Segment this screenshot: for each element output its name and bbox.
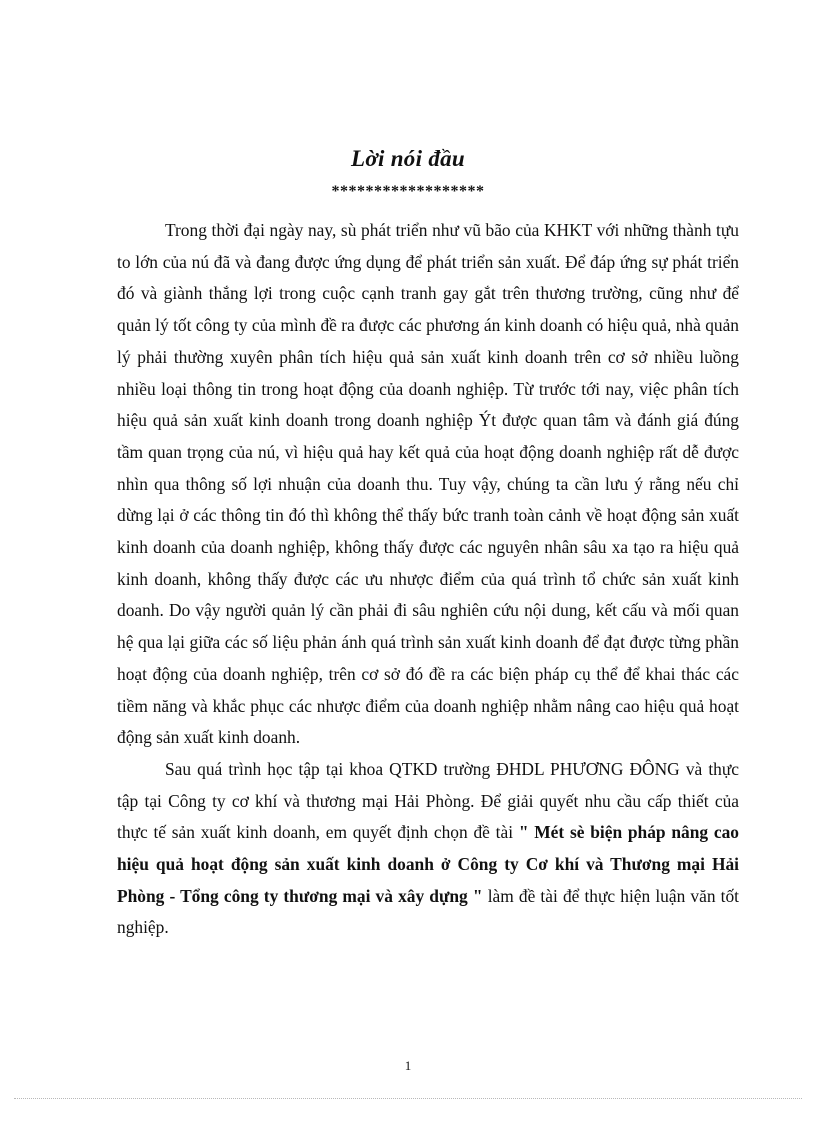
title-separator: ****************** bbox=[331, 183, 485, 200]
paragraph-topic bbox=[117, 754, 739, 944]
page-title: Lời nói đầu bbox=[350, 146, 466, 171]
page-number: 1 bbox=[404, 1058, 412, 1073]
paragraph-intro: Trong thời đại ngày nay, sù phát triển như vũ bão của KHKT với những thành tựu to lớn của nú đã và đang được ứng dụng để phát triển sản xuất. Để đáp ứng sự phát triển đó và giành thắng lợi trong cuộc cạnh tranh gay gắt trên thương trường, cũng như để quản lý tốt công ty của mình đề ra được các phương án kinh doanh có hiệu quả, nhà quản lý phải thường xuyên phân tích hiệu quả sản xuất kinh doanh trên cơ sở nhiều luồng nhiều loại thông tin trong hoạt động của doanh nghiệp. Từ trước tới nay, việc phân tích hiệu quả sản xuất kinh doanh trong doanh nghiệp Ýt được quan tâm và đánh giá đúng tầm quan trọng của nú, vì hiệu quả hay kết quả của hoạt động doanh nghiệp rất dễ được nhìn qua thông số lợi nhuận của doanh thu. Tuy vậy, chúng ta cần lưu ý rằng nếu chỉ dừng lại ở các thông tin đó thì không thể thấy bức tranh toàn cảnh về hoạt động sản xuất kinh doanh của doanh nghiệp, không thấy được các nguyên nhân sâu xa tạo ra hiệu quả kinh doanh, không thấy được các ưu nhược điểm của quá trình tổ chức sản xuất kinh doanh. Do vậy người quản lý cần phải đi sâu nghiên cứu nội dung, kết cấu và mối quan hệ qua lại giữa các số liệu phản ánh quá trình sản xuất kinh doanh để đạt được từng phần hoạt động của doanh nghiệp, trên cơ sở đó đề ra các biện pháp cụ thể để khai thác các tiềm năng và khắc phục các nhược điểm của doanh nghiệp nhằm nâng cao hiệu quả hoạt động sản xuất kinh doanh. bbox=[117, 220, 739, 748]
thesis-topic-title: " Mét sè biện pháp nâng cao hiệu quả hoạt động sản xuất kinh doanh ở Công ty Cơ khí và Thương mại Hải Phòng - Tổng công ty thương mại và xây dựng " bbox=[117, 822, 739, 906]
paragraph-topic-lead: Sau quá trình học tập tại khoa QTKD trường ĐHDL PHƯƠNG ĐÔNG và thực tập tại Công ty cơ khí và thương mại Hải Phòng. Để giải quyết nhu cầu cấp thiết của thực tế sản xuất kinh doanh, em quyết định chọn đề tài bbox=[117, 758, 739, 843]
paragraph-topic-end: làm đề tài để thực hiện luận văn tốt nghiệp. bbox=[117, 885, 740, 938]
body-text bbox=[117, 215, 739, 944]
page-bottom-divider bbox=[14, 1098, 802, 1099]
